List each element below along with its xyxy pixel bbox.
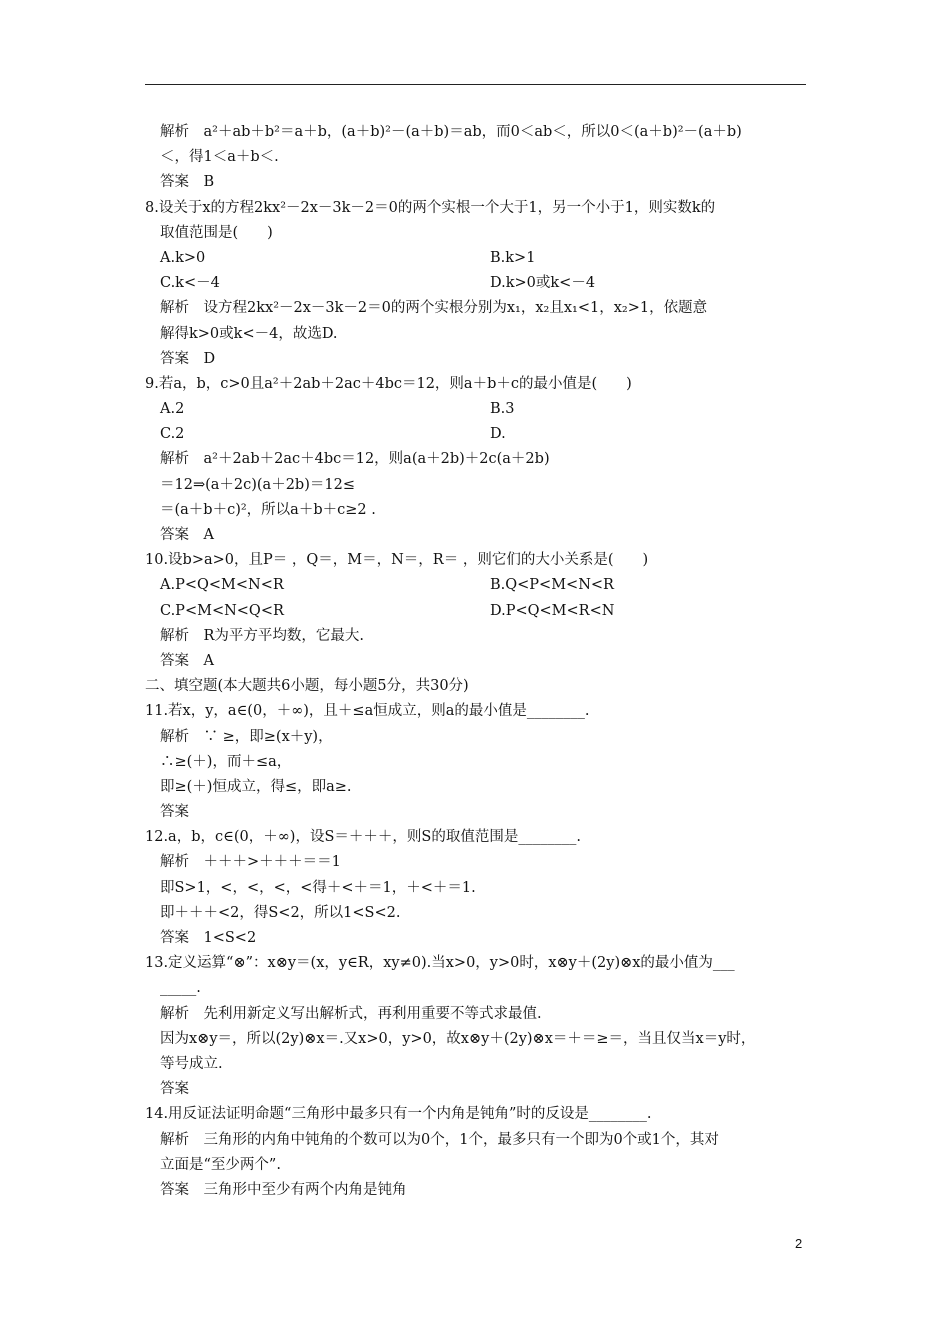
question-line: 12.a，b，c∈(0，＋∞)，设S＝＋＋＋，则S的取值范围是________. [145, 829, 581, 846]
text-line: 答案 A [160, 652, 214, 669]
option-row [145, 573, 817, 598]
option-left: C.k<－4 [160, 275, 220, 292]
option-left: C.2 [160, 426, 185, 443]
text-line: 答案 1<S<2 [160, 930, 257, 946]
option-right: D. [490, 426, 506, 443]
question-line: 14.用反证法证明命题“三角形中最多只有一个内角是钝角”时的反设是________. [145, 1106, 652, 1123]
text-line: 解得k>0或k<－4，故选D. [160, 325, 338, 342]
text-line: 即S>1，<，<，<，<得＋<＋＝1，＋<＋＝1. [160, 879, 476, 896]
text-line: 解析 设方程2kx²－2x－3k－2＝0的两个实根分别为x₁，x₂且x₁<1，x₂>1，依题意 [160, 300, 708, 317]
option-row [145, 599, 817, 624]
text-line: ＝(a＋b＋c)²，所以a＋b＋c≥2 . [160, 501, 376, 518]
text-line: 解析 先利用新定义写出解析式，再利用重要不等式求最值. [160, 1005, 542, 1022]
text-line: 立面是“至少两个”. [160, 1156, 281, 1173]
text-line: ＜，得1＜a＋b＜. [160, 149, 279, 166]
text-line: 即＋＋＋<2，得S<2，所以1<S<2. [160, 904, 401, 921]
text-line: ＝12⇒(a＋2c)(a＋2b)＝12≤ [160, 476, 355, 493]
page-number: 2 [795, 1236, 803, 1251]
text-line: 答案 [160, 804, 189, 821]
text-line: 答案 A [160, 527, 214, 543]
text-line: 解析 ∵ ≥，即≥(x＋y)， [160, 728, 333, 745]
option-left: C.P<M<N<Q<R [160, 602, 284, 619]
text-line: 解析 R为平方平均数，它最大. [160, 627, 365, 644]
option-right: B.3 [490, 401, 515, 418]
text-line: 解析 ＋＋＋>＋＋＋＝＝1 [160, 854, 341, 871]
text-line: 解析 a²＋ab＋b²＝a＋b，(a＋b)²－(a＋b)＝ab，而0＜ab＜，所以0＜(a＋b)²－(a＋b) [160, 124, 742, 140]
page-body [145, 120, 817, 1203]
text-line: 答案 三角形中至少有两个内角是钝角 [160, 1181, 407, 1198]
option-row [145, 397, 817, 422]
question-line: 11.若x，y，a∈(0，＋∞)，且＋≤a恒成立，则a的最小值是________. [145, 703, 590, 720]
option-row [145, 422, 817, 447]
text-line: 解析 a²＋2ab＋2ac＋4bc＝12，则a(a＋2b)＋2c(a＋2b) [160, 451, 550, 468]
text-line: 答案 [160, 1081, 189, 1098]
question-line: 二、填空题(本大题共6小题，每小题5分，共30分) [145, 678, 469, 695]
option-right: B.k>1 [490, 249, 536, 266]
question-line: 9.若a，b，c>0且a²＋2ab＋2ac＋4bc＝12，则a＋b＋c的最小值是( ) [145, 375, 632, 392]
text-line: 答案 B [160, 174, 215, 191]
option-left: A.2 [160, 401, 185, 418]
option-right: D.P<Q<M<R<N [490, 602, 615, 619]
text-line: 即≥(＋)恒成立，得≤，即a≥. [160, 778, 352, 795]
option-row [145, 271, 817, 296]
text-line: ∴≥(＋)，而＋≤a， [160, 753, 292, 770]
option-right: D.k>0或k<－4 [490, 275, 596, 292]
option-row [145, 246, 817, 271]
text-line: 取值范围是( ) [160, 224, 273, 241]
header-rule [145, 84, 806, 85]
text-line: 答案 D [160, 350, 216, 367]
question-line: 8.设关于x的方程2kx²－2x－3k－2＝0的两个实根一个大于1，另一个小于1，则实数k的 [145, 199, 716, 216]
option-left: A.k>0 [160, 249, 206, 266]
text-line: 解析 三角形的内角中钝角的个数可以为0个，1个，最多只有一个即为0个或1个，其对 [160, 1131, 719, 1148]
text-line: 等号成立. [160, 1055, 223, 1072]
question-line: 13.定义运算“⊗”：x⊗y＝(x，y∈R，xy≠0).当x>0，y>0时，x⊗y＋(2y)⊗x的最小值为___ [145, 955, 735, 972]
question-line: 10.设b>a>0，且P＝ ，Q＝，M＝，N＝，R＝ ，则它们的大小关系是( ) [145, 552, 649, 569]
text-line: 因为x⊗y＝，所以(2y)⊗x＝.又x>0，y>0，故x⊗y＋(2y)⊗x＝＋＝≥＝，当且仅当x＝y时， [160, 1030, 756, 1047]
option-left: A.P<Q<M<N<R [160, 577, 284, 594]
option-right: B.Q<P<M<N<R [490, 577, 614, 594]
text-line: _____. [160, 980, 201, 997]
